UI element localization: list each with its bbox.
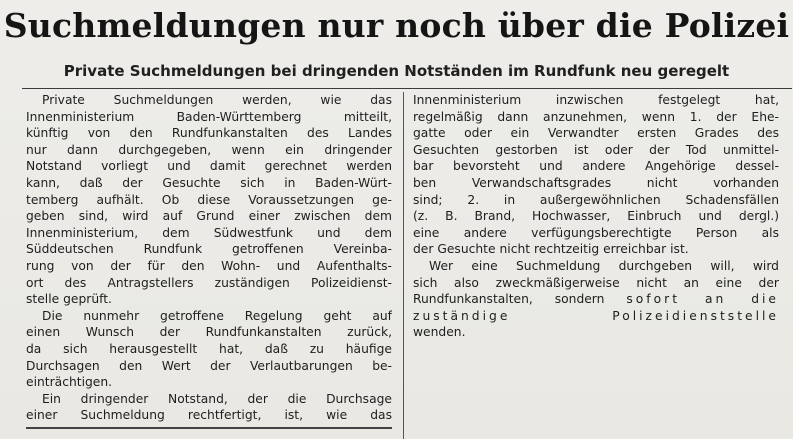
emphasized-text-line: zuständige Polizeidienststelle bbox=[413, 308, 779, 323]
text-line: künftig von den Rundfunkanstalten des Landes bbox=[26, 126, 392, 141]
text-line: Private Suchmeldungen werden, wie das bbox=[42, 93, 392, 107]
subheadline: Private Suchmeldungen bei dringenden Notständen im Rundfunk neu geregelt bbox=[63, 62, 730, 80]
text-line: nur dann durchgegeben, wenn ein dringender bbox=[26, 142, 392, 157]
text-line: gatte oder ein Verwandter ersten Grades des bbox=[413, 126, 779, 141]
text-line: einer Suchmeldung rechtfertigt, ist, wie das bbox=[26, 408, 392, 423]
top-rule bbox=[22, 88, 792, 89]
column-divider bbox=[403, 92, 404, 439]
text-line: stelle geprüft. bbox=[26, 292, 112, 307]
text-line: temberg aufhält. Ob diese Voraussetzungen ge- bbox=[26, 192, 392, 207]
text-line: ort des Antragstellers zuständigen Polizeidienst- bbox=[26, 275, 392, 290]
text-line: wenden. bbox=[413, 325, 466, 340]
bottom-rule bbox=[26, 427, 392, 429]
text-line: regelmäßig dann anzunehmen, wenn 1. der Ehe- bbox=[413, 109, 779, 124]
right-column bbox=[413, 92, 779, 341]
text-line: Innenministerium Baden-Württemberg mitteilt, bbox=[26, 109, 392, 124]
text-line: Durchsagen den Wert der Verlautbarungen be- bbox=[26, 358, 392, 373]
left-column bbox=[26, 92, 392, 424]
text-line: sich also zweckmäßigerweise nicht an eine der bbox=[413, 275, 779, 290]
text-line: Gesuchten gestorben ist oder der Tod unmittel- bbox=[413, 142, 779, 157]
text-line: (z. B. Brand, Hochwasser, Einbruch und dergl.) bbox=[413, 209, 779, 224]
text-line: Ein dringender Notstand, der die Durchsage bbox=[42, 391, 392, 406]
text-line: bar bevorsteht und andere Angehörige dessel- bbox=[413, 159, 779, 174]
text-segment: Rundfunkanstalten, sondern bbox=[413, 292, 605, 307]
text-line: da sich herausgestellt hat, daß zu häufige bbox=[26, 341, 392, 356]
text-line-composite bbox=[413, 291, 779, 308]
text-line: Süddeutschen Rundfunk getroffenen Vereinba- bbox=[26, 242, 392, 257]
text-line: ben Verwandschaftsgrades nicht vorhanden bbox=[413, 175, 779, 190]
text-line: eine andere verfügungsberechtigte Person als bbox=[413, 225, 779, 240]
text-line: Die nunmehr getroffene Regelung geht auf bbox=[42, 308, 392, 323]
text-line: Wer eine Suchmeldung durchgeben will, wird bbox=[429, 258, 779, 273]
emphasized-text: sofort an die bbox=[626, 292, 779, 307]
text-line: Innenministerium inzwischen festgelegt hat, bbox=[413, 93, 779, 107]
text-line: der Gesuchte nicht rechtzeitig erreichbar ist. bbox=[413, 242, 689, 257]
text-line: einträchtigen. bbox=[26, 375, 113, 390]
text-line: Notstand vorliegt und damit gerechnet werden bbox=[26, 159, 392, 174]
text-line: rung von der für den Wohn- und Aufenthalts- bbox=[26, 258, 392, 273]
text-line: sind; 2. in außergewöhnlichen Schadensfällen bbox=[413, 192, 779, 207]
text-line: einen Wunsch der Rundfunkanstalten zurück, bbox=[26, 325, 392, 340]
text-line: Innenministerium, dem Südwestfunk und dem bbox=[26, 225, 392, 240]
text-line: kann, daß der Gesuchte sich in Baden-Würt- bbox=[26, 175, 392, 190]
headline: Suchmeldungen nur noch über die Polizei bbox=[3, 6, 790, 45]
text-line: geben sind, wird auf Grund einer zwischen dem bbox=[26, 209, 392, 224]
